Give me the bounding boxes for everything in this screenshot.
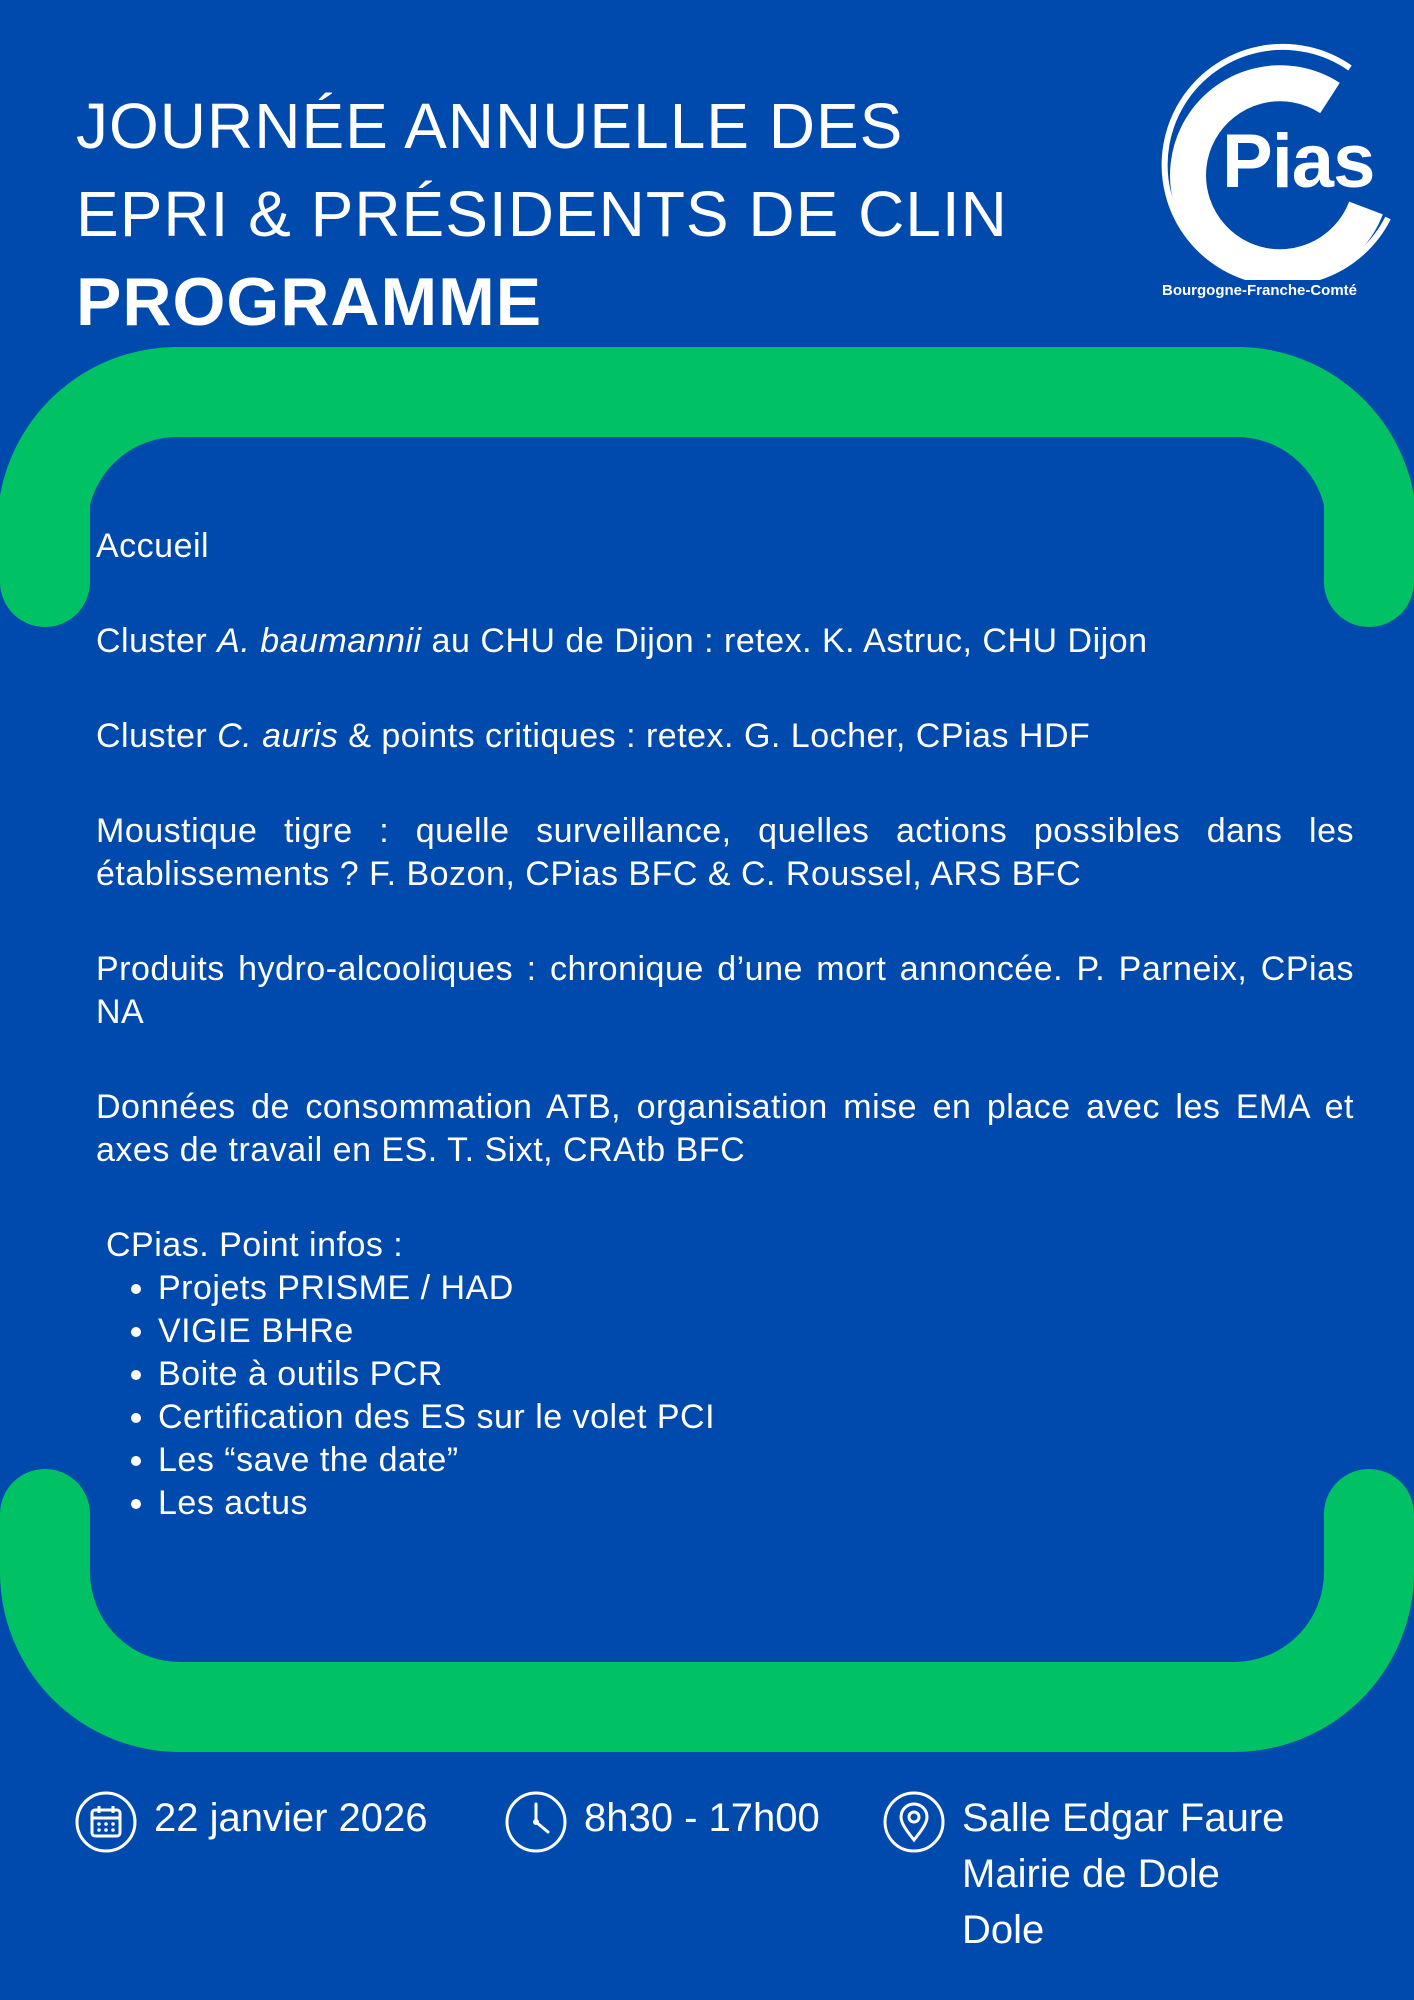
calendar-icon: [74, 1790, 138, 1854]
list-item: • Les actus: [158, 1482, 1354, 1525]
infos-list: [96, 1267, 1354, 1525]
list-item: • Projets PRISME / HAD: [158, 1267, 1354, 1310]
location-pin-icon: [882, 1790, 946, 1854]
list-item: • Certification des ES sur le volet PCI: [158, 1396, 1354, 1439]
programme-item-baumannii: Cluster A. baumannii au CHU de Dijon : retex. K. Astruc, CHU Dijon: [96, 622, 1148, 660]
date-text: 22 janvier 2026: [154, 1796, 428, 1840]
title-line-2: EPRI & PRÉSIDENTS DE CLIN: [76, 178, 1008, 250]
event-date: [74, 1790, 428, 1854]
location-line-3: Dole: [962, 1908, 1045, 1952]
event-location: [882, 1790, 1284, 1958]
location-line-1: Salle Edgar Faure: [962, 1796, 1285, 1840]
species-name: A. baumannii: [217, 622, 422, 660]
logo-brand: Pias: [1222, 119, 1375, 204]
programme-item-auris: Cluster C. auris & points critiques : retex. G. Locher, CPias HDF: [96, 717, 1091, 755]
title-programme: PROGRAMME: [76, 264, 543, 340]
programme-item-moustique: Moustique tigre : quelle surveillance, quelles actions possibles dans les établissements ? F. Bozon, CPias BFC & C. Roussel, ARS BFC: [96, 812, 1354, 893]
event-time: [504, 1790, 820, 1854]
programme-item-hydro-alcooliques: Produits hydro-alcooliques : chronique d’une mort annoncée. P. Parneix, CPias NA: [96, 950, 1354, 1031]
time-text: 8h30 - 17h00: [584, 1796, 820, 1840]
location-text: [962, 1790, 1284, 1958]
list-item: • VIGIE BHRe: [158, 1310, 1354, 1353]
logo-region: Bourgogne-Franche-Comté: [1162, 282, 1357, 299]
list-item: • Les “save the date”: [158, 1439, 1354, 1482]
cpias-logo: [1140, 40, 1400, 310]
programme-item-infos: [96, 1224, 1354, 1525]
programme-item-atb: Données de consommation ATB, organisation mise en place avec les EMA et axes de travail en ES. T. Sixt, CRAtb BFC: [96, 1088, 1354, 1169]
programme-item-accueil: Accueil: [96, 527, 210, 565]
list-item: • Boite à outils PCR: [158, 1353, 1354, 1396]
event-title: [76, 82, 1008, 346]
title-line-1: JOURNÉE ANNUELLE DES: [76, 90, 904, 162]
infos-title: CPias. Point infos :: [106, 1226, 404, 1264]
location-line-2: Mairie de Dole: [962, 1852, 1220, 1896]
programme-list: [96, 525, 1354, 1525]
clock-icon: [504, 1790, 568, 1854]
species-name: C. auris: [217, 717, 339, 755]
